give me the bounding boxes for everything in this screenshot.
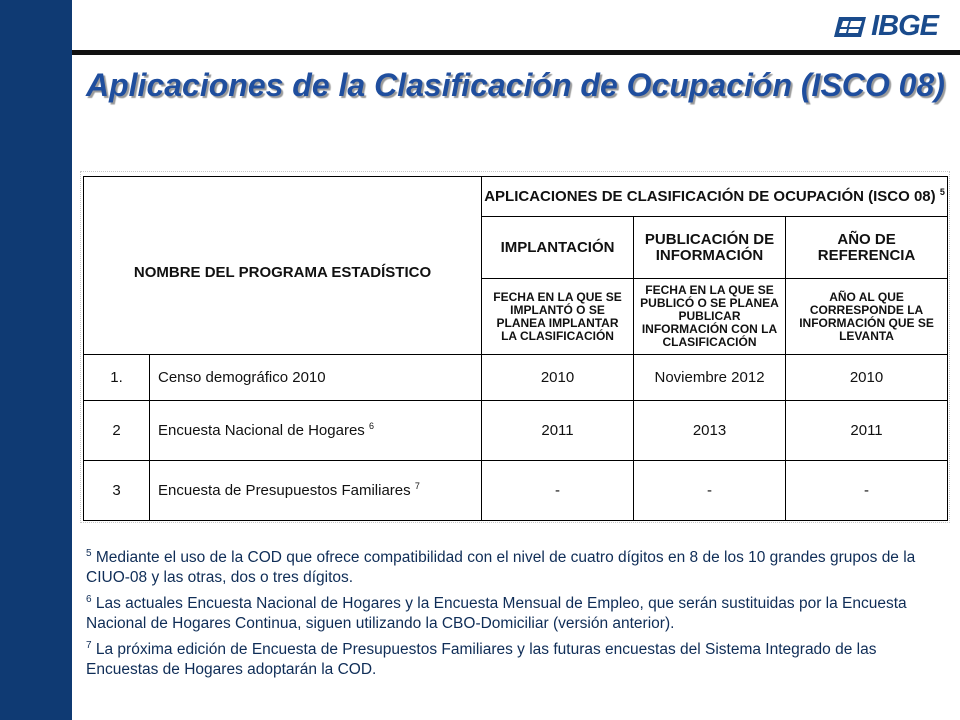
ibge-logo [833, 12, 938, 41]
footnote-text: Las actuales Encuesta Nacional de Hogares y la Encuesta Mensual de Empleo, que serán sustituidas por la Encuesta Nacional de Hogares Continua, siguen utilizando la CBO-Domiciliar (versión anterior). [86, 595, 907, 632]
table-row [84, 461, 948, 521]
column-header-anio: AÑO DE REFERENCIA [786, 217, 948, 279]
row-number: 3 [84, 461, 150, 521]
column-sub-implantacion: FECHA EN LA QUE SE IMPLANTÓ O SE PLANEA IMPLANTAR LA CLASIFICACIÓN [482, 279, 634, 355]
footnote-number: 6 [86, 593, 92, 605]
table-row [84, 355, 948, 401]
row-implantacion: 2010 [482, 355, 634, 401]
table-row [84, 401, 948, 461]
program-name-header-text: NOMBRE DEL PROGRAMA ESTADÍSTICO [133, 264, 432, 281]
row-number: 2 [84, 401, 150, 461]
row-program-name [150, 401, 482, 461]
left-sidebar-bar [0, 0, 72, 720]
row-publicacion: 2013 [634, 401, 786, 461]
row-publicacion: Noviembre 2012 [634, 355, 786, 401]
row-publicacion: - [634, 461, 786, 521]
footnote [86, 548, 948, 588]
footnote [86, 594, 948, 634]
logo-text: IBGE [871, 10, 938, 42]
footnote [86, 640, 948, 680]
row-anio: 2011 [786, 401, 948, 461]
column-header-implantacion: IMPLANTACIÓN [482, 217, 634, 279]
footnote-text: Mediante el uso de la COD que ofrece compatibilidad con el nivel de cuatro dígitos en 8 de los 10 grandes grupos de la CIUO-08 y las otras, dos o tres dígitos. [86, 549, 916, 586]
row-program-name [150, 461, 482, 521]
footnote-text: La próxima edición de Encuesta de Presupuestos Familiares y las futuras encuestas del Sistema Integrado de las Encuestas de Hogares adoptarán la COD. [86, 641, 877, 678]
row-program-name [150, 355, 482, 401]
ibge-logo-icon [833, 16, 867, 38]
header-rule [72, 50, 960, 55]
column-header-publicacion: PUBLICACIÓN DE INFORMACIÓN [634, 217, 786, 279]
table-frame [80, 171, 950, 523]
column-sub-publicacion: FECHA EN LA QUE SE PUBLICÓ O SE PLANEA PUBLICAR INFORMACIÓN CON LA CLASIFICACIÓN [634, 279, 786, 355]
row-footnote-ref: 7 [414, 481, 420, 491]
row-implantacion: - [482, 461, 634, 521]
row-anio: - [786, 461, 948, 521]
row-program-name-text: Encuesta Nacional de Hogares [158, 422, 365, 439]
group-header-text: APLICACIONES DE CLASIFICACIÓN DE OCUPACIÓN (ISCO 08) [484, 188, 936, 205]
row-footnote-ref: 6 [368, 421, 374, 431]
group-header-footnote-ref: 5 [939, 187, 945, 197]
applications-table [83, 176, 948, 521]
column-sub-anio: AÑO AL QUE CORRESPONDE LA INFORMACIÓN QUE SE LEVANTA [786, 279, 948, 355]
footnote-number: 5 [86, 547, 92, 559]
group-header [482, 177, 948, 217]
program-name-header [84, 177, 482, 355]
page-title: Aplicaciones de la Clasificación de Ocupación (ISCO 08) [86, 67, 945, 103]
row-implantacion: 2011 [482, 401, 634, 461]
row-number: 1. [84, 355, 150, 401]
row-anio: 2010 [786, 355, 948, 401]
row-program-name-text: Censo demográfico 2010 [158, 369, 326, 386]
row-program-name-text: Encuesta de Presupuestos Familiares [158, 482, 411, 499]
footnotes [86, 548, 948, 686]
footnote-number: 7 [86, 639, 92, 651]
